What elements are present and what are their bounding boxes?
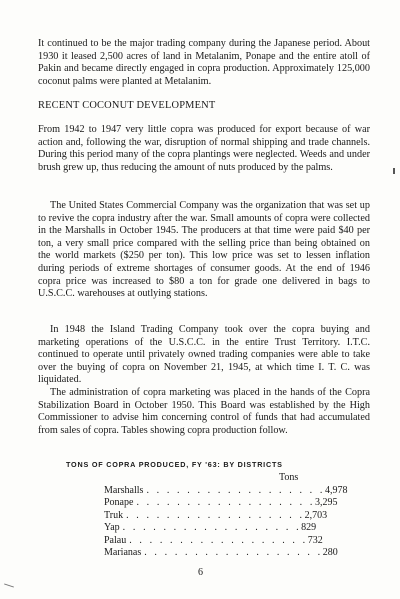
paragraph-itc: In 1948 the Island Trading Company took over the copra buying and marketing operations of the U.S.C.C. in the entire Trust Territory. I.T.C. continued to operate until privately owned trading companies were able to take over the buying of copra on November 21, 1945, at which time I. T. C. was liquidated. [38, 324, 370, 386]
leader-dots: . . . . . . . . . . . . . . . . . . [136, 497, 315, 509]
leader-dots: . . . . . . . . . . . . . . . . . . [122, 522, 302, 534]
district-name: Ponape [104, 497, 134, 509]
paragraph-uscc: The United States Commercial Company was the organization that was set up to revive the copra industry after the war. Small amounts of copra were collected in the Marshalls in October 1945. The producers at that time were paid $40 per ton, a very small price compared with the selling price than being obtained on the world markets ($250 per ton). This low price was set to lessen inflation during periods of extreme shortages of consumer goods. At the end of 1946 copra price was increased to $80 a ton for grade one delivered in bags to U.S.C.C. warehouses at outlying stations. [38, 200, 370, 300]
table-row [104, 534, 323, 547]
table-row [104, 546, 338, 559]
district-name: Yap [104, 522, 120, 534]
table-unit-label: Tons [279, 472, 299, 483]
paragraph-japanese-period: It continued to be the major trading company during the Japanese period. About 1930 it leased 2,500 acres of land in Metalanim, Ponape and the entire atoll of Pakin and became directly engaged in copra production. Approximately 125,000 coconut palms were planted at Metalanim. [38, 38, 370, 87]
section-heading: RECENT COCONUT DEVELOPMENT [38, 100, 216, 111]
leader-dots: . . . . . . . . . . . . . . . . . . [129, 534, 308, 546]
table-title: TONS OF COPRA PRODUCED, FY '63: BY DISTRICTS [66, 460, 283, 469]
leader-dots: . . . . . . . . . . . . . . . . . . [126, 509, 305, 521]
paragraph-war-period: From 1942 to 1947 very little copra was produced for export because of war action and, following the war, disruption of normal shipping and trade channels. During this period many of the copra plantings were neglected. Weeds and under brush grew up, thus reducing the amount of nuts produced by the palms. [38, 124, 370, 173]
leader-dots: . . . . . . . . . . . . . . . . . . [144, 546, 323, 558]
district-tons: 280 [322, 546, 338, 558]
table-row [104, 522, 317, 534]
table-row [104, 497, 338, 509]
table-row [104, 485, 348, 497]
district-tons: 2,703 [304, 509, 328, 521]
district-tons: 3,295 [314, 497, 338, 509]
district-tons: 732 [307, 534, 323, 546]
page-number: 6 [198, 567, 203, 578]
paragraph-stabilization-board: The administration of copra marketing was placed in the hands of the Copra Stabilization Board in October 1950. This Board was established by the High Commissioner to advise him concerning control of funds that had accumulated from sales of copra. Tables showing copra production follow. [38, 387, 370, 436]
district-tons: 829 [301, 522, 317, 534]
district-name: Truk [104, 509, 124, 521]
leader-dots: . . . . . . . . . . . . . . . . . . [146, 485, 325, 496]
margin-mark [393, 168, 395, 174]
district-tons: 4,978 [324, 485, 348, 496]
copra-production-table [104, 485, 348, 559]
district-name: Marianas [104, 546, 142, 558]
district-name: Palau [104, 534, 127, 546]
scan-artifact-mark [4, 583, 14, 587]
table-row [104, 509, 328, 522]
district-name: Marshalls [104, 485, 144, 496]
